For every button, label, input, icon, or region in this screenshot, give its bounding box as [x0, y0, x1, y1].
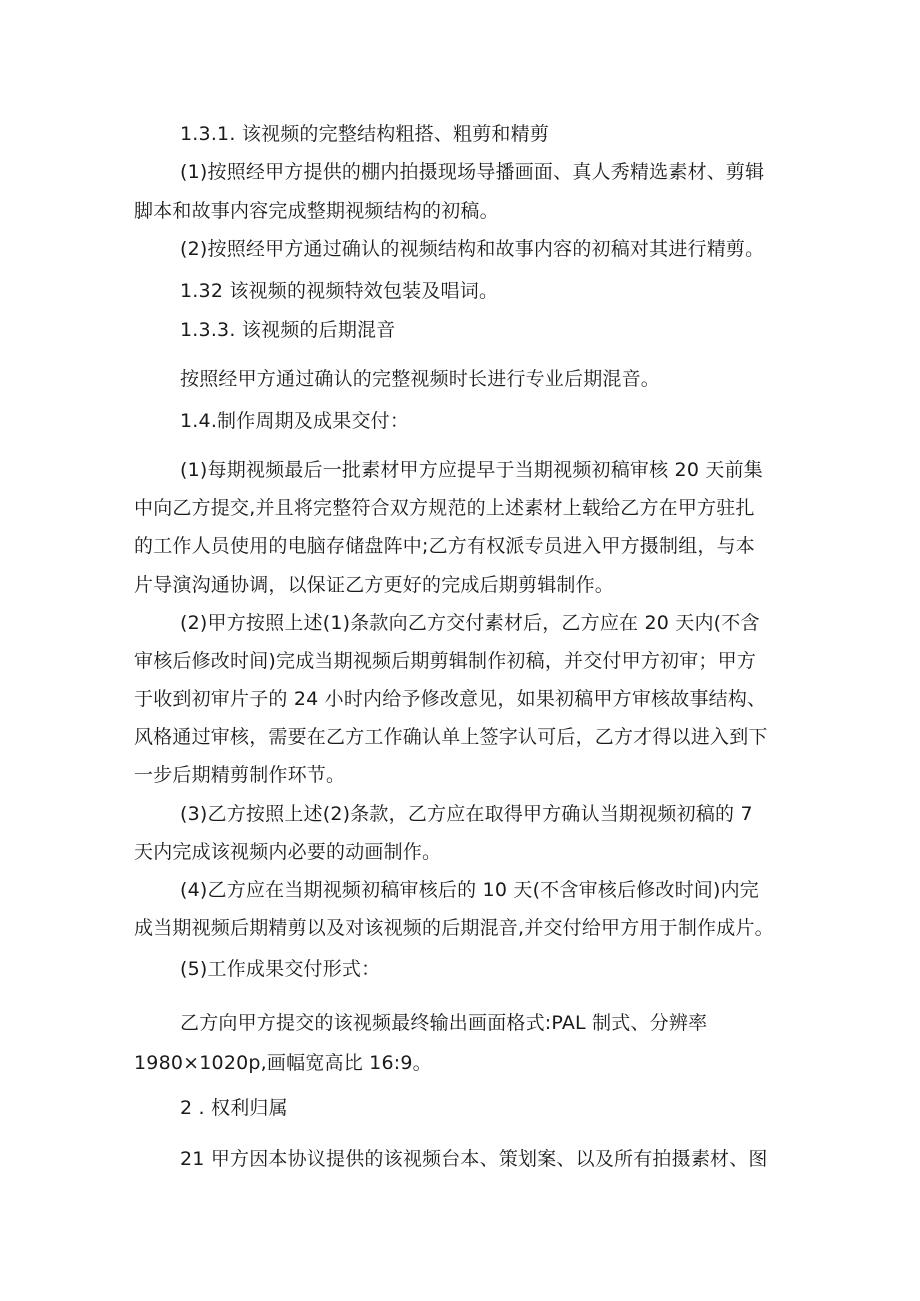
paragraph-line: 成当期视频后期精剪以及对该视频的后期混音,并交付给甲方用于制作成片。 — [134, 917, 774, 939]
paragraph-line: 1980×1020p,画幅宽高比 16:9。 — [134, 1052, 432, 1074]
paragraph-line: (4)乙方应在当期视频初稿审核后的 10 天(不含审核后修改时间)内完 — [180, 879, 759, 901]
paragraph-line: (2)甲方按照上述(1)条款向乙方交付素材后，乙方应在 20 天内(不含 — [180, 612, 760, 634]
section-heading-1-3-1: 1.3.1. 该视频的完整结构粗搭、粗剪和精剪 — [180, 123, 550, 145]
paragraph-line: 脚本和故事内容完成整期视频结构的初稿。 — [134, 200, 499, 222]
paragraph-line: (1)每期视频最后一批素材甲方应提早于当期视频初稿审核 20 天前集 — [180, 459, 763, 481]
section-heading-2: 2 . 权利归属 — [180, 1097, 288, 1119]
paragraph-line: 按照经甲方通过确认的完整视频时长进行专业后期混音。 — [180, 368, 661, 390]
paragraph-line: 中向乙方提交,并且将完整符合双方规范的上述素材上载给乙方在甲方驻扎 — [134, 497, 755, 519]
subheading-delivery-form: (5)工作成果交付形式： — [180, 958, 381, 980]
section-heading-1-3-3: 1.3.3. 该视频的后期混音 — [180, 319, 396, 341]
paragraph-line: 天内完成该视频内必要的动画制作。 — [134, 841, 442, 863]
paragraph-line: 乙方向甲方提交的该视频最终输出画面格式:PAL 制式、分辨率 — [180, 1012, 708, 1034]
paragraph-line: 片导演沟通协调，以保证乙方更好的完成后期剪辑制作。 — [134, 574, 615, 596]
paragraph-line: 一步后期精剪制作环节。 — [134, 764, 346, 786]
paragraph-line: 21 甲方因本协议提供的该视频台本、策划案、以及所有拍摄素材、图 — [180, 1148, 768, 1170]
section-heading-1-4: 1.4.制作周期及成果交付： — [180, 410, 410, 432]
section-heading-1-3-2: 1.32 该视频的视频特效包装及唱词。 — [180, 280, 499, 302]
paragraph-line: (3)乙方按照上述(2)条款，乙方应在取得甲方确认当期视频初稿的 7 — [180, 803, 753, 825]
paragraph-line: (2)按照经甲方通过确认的视频结构和故事内容的初稿对其进行精剪。 — [180, 238, 765, 260]
paragraph-line: 审核后修改时间)完成当期视频后期剪辑制作初稿，并交付甲方初审；甲方 — [134, 650, 757, 672]
paragraph-line: 的工作人员使用的电脑存储盘阵中;乙方有权派专员进入甲方摄制组，与本 — [134, 535, 756, 557]
paragraph-line: 于收到初审片子的 24 小时内给予修改意见，如果初稿甲方审核故事结构、 — [134, 688, 767, 710]
paragraph-line: 风格通过审核，需要在乙方工作确认单上签字认可后，乙方才得以进入到下 — [134, 726, 768, 748]
paragraph-line: (1)按照经甲方提供的棚内拍摄现场导播画面、真人秀精选素材、剪辑 — [180, 161, 765, 183]
